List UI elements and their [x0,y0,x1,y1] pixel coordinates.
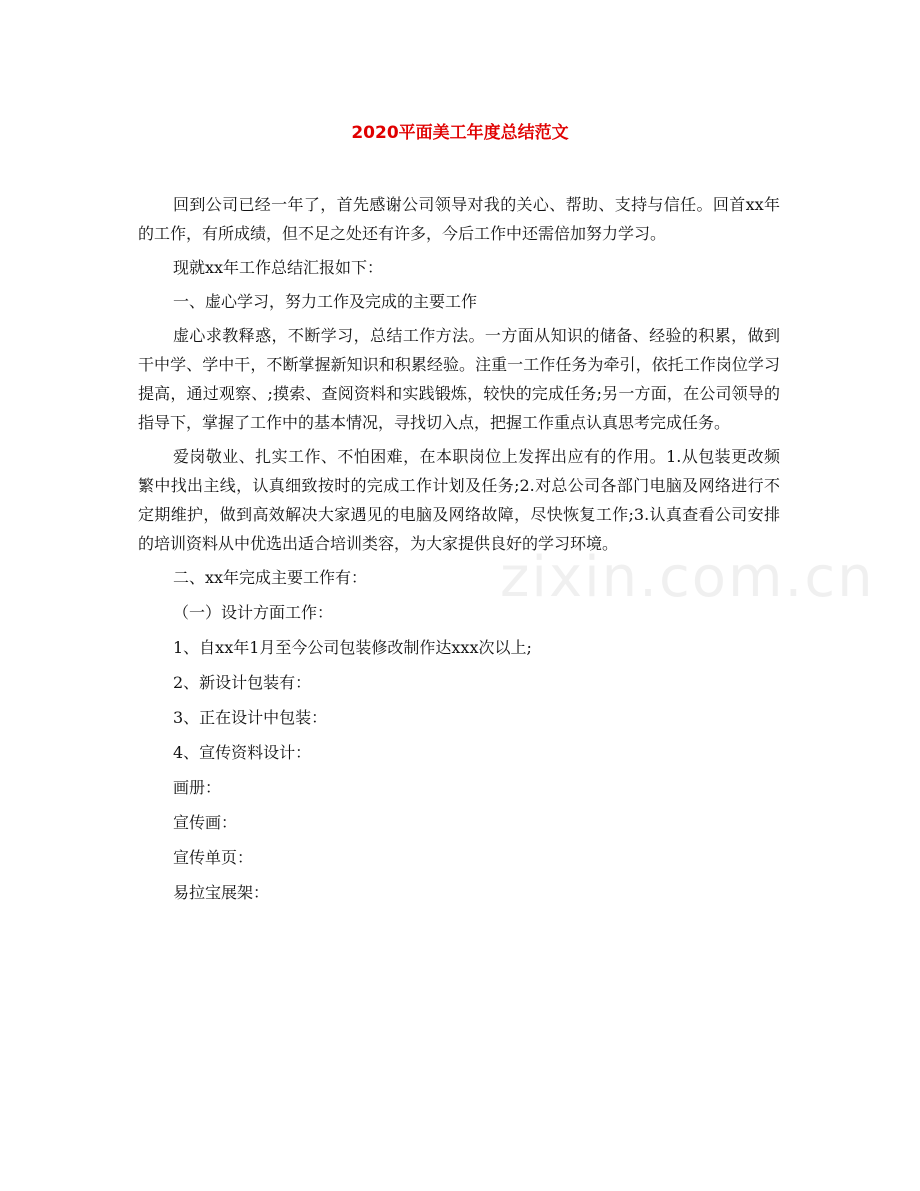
paragraph-learning: 虚心求教释惑，不断学习，总结工作方法。一方面从知识的储备、经验的积累，做到干中学、学中干，不断掌握新知识和积累经验。注重一工作任务为牵引，依托工作岗位学习提高，通过观察、;摸索、查阅资料和实践锻炼，较快的完成任务;另一方面，在公司领导的指导下，掌握了工作中的基本情况，寻找切入点，把握工作重点认真思考完成任务。 [138,326,780,432]
list-item: 1、自xx年1月至今公司包装修改制作达xxx次以上; [173,638,532,657]
list-item: 画册： [173,778,222,797]
section-heading-2: 二、xx年完成主要工作有： [173,568,368,587]
subsection-heading-design: （一）设计方面工作： [173,603,334,622]
list-item: 易拉宝展架： [173,883,270,902]
list-item: 2、新设计包装有： [173,673,312,692]
watermark: zixin.com.cn [500,545,875,610]
document-title: 2020平面美工年度总结范文 [351,123,569,143]
list-item: 宣传画： [173,813,238,832]
paragraph-summary-lead: 现就xx年工作总结汇报如下： [173,258,384,277]
paragraph-dedication: 爱岗敬业、扎实工作、不怕困难，在本职岗位上发挥出应有的作用。1.从包装更改频繁中找出主线，认真细致按时的完成工作计划及任务;2.对总公司各部门电脑及网络进行不定期维护，做到高效解决大家遇见的电脑及网络故障，尽快恢复工作;3.认真查看公司安排的培训资料从中优选出适合培训类容，为大家提供良好的学习环境。 [138,447,780,553]
document-body [138,190,780,913]
list-item: 4、宣传资料设计： [173,743,312,762]
list-item: 宣传单页： [173,848,254,867]
section-heading-1: 一、虚心学习，努力工作及完成的主要工作 [173,292,478,311]
paragraph-intro: 回到公司已经一年了，首先感谢公司领导对我的关心、帮助、支持与信任。回首xx年的工作，有所成绩，但不足之处还有许多，今后工作中还需倍加努力学习。 [138,195,780,243]
list-item: 3、正在设计中包装： [173,708,328,727]
